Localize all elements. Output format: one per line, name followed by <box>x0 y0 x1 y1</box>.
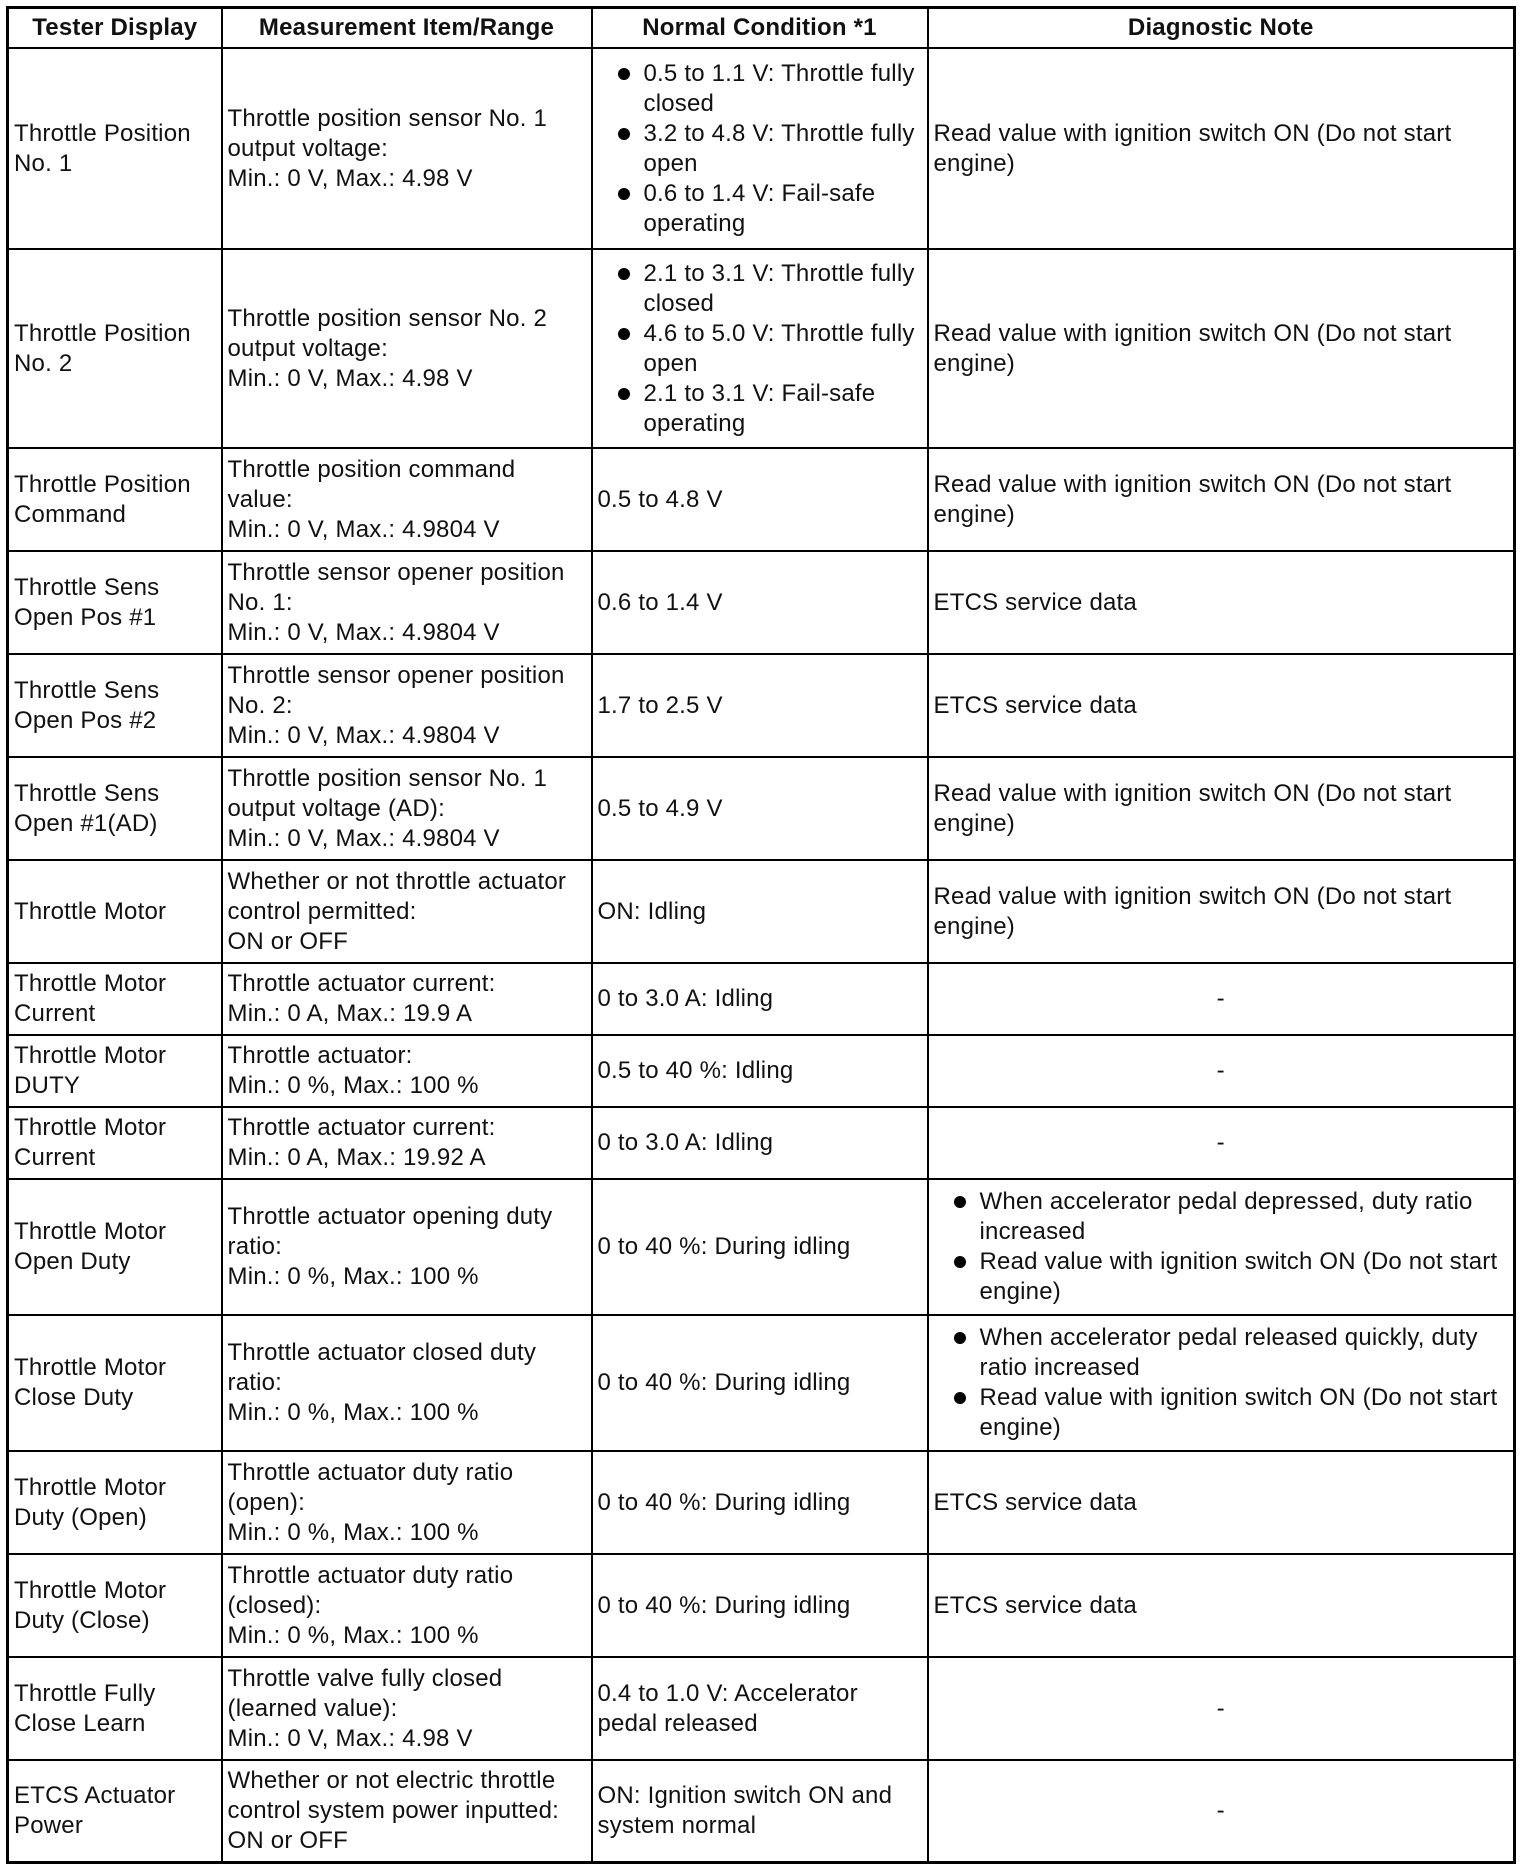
condition-list <box>598 59 922 239</box>
measurement-item-cell: Throttle actuator: Min.: 0 %, Max.: 100 % <box>222 1035 592 1107</box>
tester-display-cell: Throttle Position No. 1 <box>8 48 222 249</box>
tester-display-cell: Throttle Motor Close Duty <box>8 1315 222 1451</box>
table-row <box>8 1179 1515 1315</box>
normal-condition-cell: 0.5 to 40 %: Idling <box>592 1035 928 1107</box>
tester-display-cell: Throttle Motor DUTY <box>8 1035 222 1107</box>
normal-condition-cell: 0 to 40 %: During idling <box>592 1451 928 1554</box>
measurement-item-cell: Throttle actuator duty ratio (open): Min.: 0 %, Max.: 100 % <box>222 1451 592 1554</box>
header-tester-display: Tester Display <box>8 8 222 49</box>
tester-display-cell: ETCS Actuator Power <box>8 1760 222 1862</box>
diagnostic-note-cell: ETCS service data <box>928 654 1515 757</box>
table-row <box>8 654 1515 757</box>
measurement-item-cell: Throttle position sensor No. 1 output voltage: Min.: 0 V, Max.: 4.98 V <box>222 48 592 249</box>
table-row <box>8 1760 1515 1862</box>
measurement-item-cell: Throttle actuator current: Min.: 0 A, Max.: 19.9 A <box>222 963 592 1035</box>
normal-condition-cell: 0 to 40 %: During idling <box>592 1554 928 1657</box>
tester-display-cell: Throttle Motor Duty (Open) <box>8 1451 222 1554</box>
note-list <box>934 1187 1509 1307</box>
diagnostic-note-cell: Read value with ignition switch ON (Do not start engine) <box>928 757 1515 860</box>
normal-condition-cell <box>592 249 928 448</box>
table-row <box>8 757 1515 860</box>
tester-display-cell: Throttle Motor <box>8 860 222 963</box>
diagnostic-note-cell: - <box>928 1107 1515 1179</box>
normal-condition-cell: 0 to 40 %: During idling <box>592 1315 928 1451</box>
condition-list <box>598 259 922 439</box>
tester-display-cell: Throttle Motor Duty (Close) <box>8 1554 222 1657</box>
diagnostic-note-cell <box>928 1179 1515 1315</box>
tester-display-cell: Throttle Motor Open Duty <box>8 1179 222 1315</box>
normal-condition-cell: 0.5 to 4.9 V <box>592 757 928 860</box>
table-row <box>8 551 1515 654</box>
list-item: Read value with ignition switch ON (Do not start engine) <box>934 1247 1509 1307</box>
diagnostic-note-cell: ETCS service data <box>928 1554 1515 1657</box>
note-list <box>934 1323 1509 1443</box>
measurement-item-cell: Throttle valve fully closed (learned value): Min.: 0 V, Max.: 4.98 V <box>222 1657 592 1760</box>
diagnostic-note-cell: - <box>928 1657 1515 1760</box>
normal-condition-cell: 1.7 to 2.5 V <box>592 654 928 757</box>
measurement-item-cell: Throttle actuator duty ratio (closed): Min.: 0 %, Max.: 100 % <box>222 1554 592 1657</box>
tester-display-cell: Throttle Motor Current <box>8 963 222 1035</box>
normal-condition-cell: ON: Ignition switch ON and system normal <box>592 1760 928 1862</box>
tester-display-cell: Throttle Position No. 2 <box>8 249 222 448</box>
measurement-item-cell: Throttle actuator opening duty ratio: Min.: 0 %, Max.: 100 % <box>222 1179 592 1315</box>
list-item: 0.6 to 1.4 V: Fail-safe operating <box>598 179 922 239</box>
table-row <box>8 249 1515 448</box>
table-row <box>8 860 1515 963</box>
normal-condition-cell: 0 to 3.0 A: Idling <box>592 1107 928 1179</box>
normal-condition-cell <box>592 48 928 249</box>
diagnostic-note-cell: Read value with ignition switch ON (Do not start engine) <box>928 48 1515 249</box>
normal-condition-cell: ON: Idling <box>592 860 928 963</box>
normal-condition-cell: 0.4 to 1.0 V: Accelerator pedal released <box>592 1657 928 1760</box>
tester-display-cell: Throttle Position Command <box>8 448 222 551</box>
diagnostic-note-cell: - <box>928 1035 1515 1107</box>
list-item: When accelerator pedal released quickly, duty ratio increased <box>934 1323 1509 1383</box>
list-item: 2.1 to 3.1 V: Fail-safe operating <box>598 379 922 439</box>
table-row <box>8 963 1515 1035</box>
measurement-item-cell: Throttle position sensor No. 1 output voltage (AD): Min.: 0 V, Max.: 4.9804 V <box>222 757 592 860</box>
tester-display-cell: Throttle Sens Open Pos #2 <box>8 654 222 757</box>
table-row <box>8 448 1515 551</box>
measurement-item-cell: Whether or not electric throttle control system power inputted: ON or OFF <box>222 1760 592 1862</box>
data-list-table <box>6 6 1516 1864</box>
table-row <box>8 1554 1515 1657</box>
tester-display-cell: Throttle Sens Open Pos #1 <box>8 551 222 654</box>
header-normal-condition: Normal Condition *1 <box>592 8 928 49</box>
normal-condition-cell: 0 to 3.0 A: Idling <box>592 963 928 1035</box>
tester-display-cell: Throttle Motor Current <box>8 1107 222 1179</box>
list-item: 0.5 to 1.1 V: Throttle fully closed <box>598 59 922 119</box>
table-row <box>8 1451 1515 1554</box>
diagnostic-note-cell: Read value with ignition switch ON (Do not start engine) <box>928 448 1515 551</box>
header-measurement-item: Measurement Item/Range <box>222 8 592 49</box>
table-row <box>8 1107 1515 1179</box>
diagnostic-note-cell: Read value with ignition switch ON (Do not start engine) <box>928 249 1515 448</box>
data-list-sheet <box>6 6 1513 1864</box>
diagnostic-note-cell: ETCS service data <box>928 551 1515 654</box>
diagnostic-note-cell: ETCS service data <box>928 1451 1515 1554</box>
measurement-item-cell: Throttle actuator current: Min.: 0 A, Max.: 19.92 A <box>222 1107 592 1179</box>
list-item: When accelerator pedal depressed, duty ratio increased <box>934 1187 1509 1247</box>
table-row <box>8 48 1515 249</box>
list-item: 4.6 to 5.0 V: Throttle fully open <box>598 319 922 379</box>
diagnostic-note-cell: Read value with ignition switch ON (Do not start engine) <box>928 860 1515 963</box>
measurement-item-cell: Throttle position sensor No. 2 output voltage: Min.: 0 V, Max.: 4.98 V <box>222 249 592 448</box>
list-item: 3.2 to 4.8 V: Throttle fully open <box>598 119 922 179</box>
normal-condition-cell: 0.5 to 4.8 V <box>592 448 928 551</box>
header-diagnostic-note: Diagnostic Note <box>928 8 1515 49</box>
tester-display-cell: Throttle Sens Open #1(AD) <box>8 757 222 860</box>
tester-display-cell: Throttle Fully Close Learn <box>8 1657 222 1760</box>
diagnostic-note-cell: - <box>928 1760 1515 1862</box>
table-row <box>8 1035 1515 1107</box>
normal-condition-cell: 0 to 40 %: During idling <box>592 1179 928 1315</box>
diagnostic-note-cell: - <box>928 963 1515 1035</box>
diagnostic-note-cell <box>928 1315 1515 1451</box>
measurement-item-cell: Throttle actuator closed duty ratio: Min.: 0 %, Max.: 100 % <box>222 1315 592 1451</box>
measurement-item-cell: Throttle position command value: Min.: 0 V, Max.: 4.9804 V <box>222 448 592 551</box>
table-header-row <box>8 8 1515 49</box>
normal-condition-cell: 0.6 to 1.4 V <box>592 551 928 654</box>
list-item: 2.1 to 3.1 V: Throttle fully closed <box>598 259 922 319</box>
list-item: Read value with ignition switch ON (Do not start engine) <box>934 1383 1509 1443</box>
measurement-item-cell: Whether or not throttle actuator control permitted: ON or OFF <box>222 860 592 963</box>
table-row <box>8 1657 1515 1760</box>
measurement-item-cell: Throttle sensor opener position No. 2: Min.: 0 V, Max.: 4.9804 V <box>222 654 592 757</box>
measurement-item-cell: Throttle sensor opener position No. 1: Min.: 0 V, Max.: 4.9804 V <box>222 551 592 654</box>
table-row <box>8 1315 1515 1451</box>
